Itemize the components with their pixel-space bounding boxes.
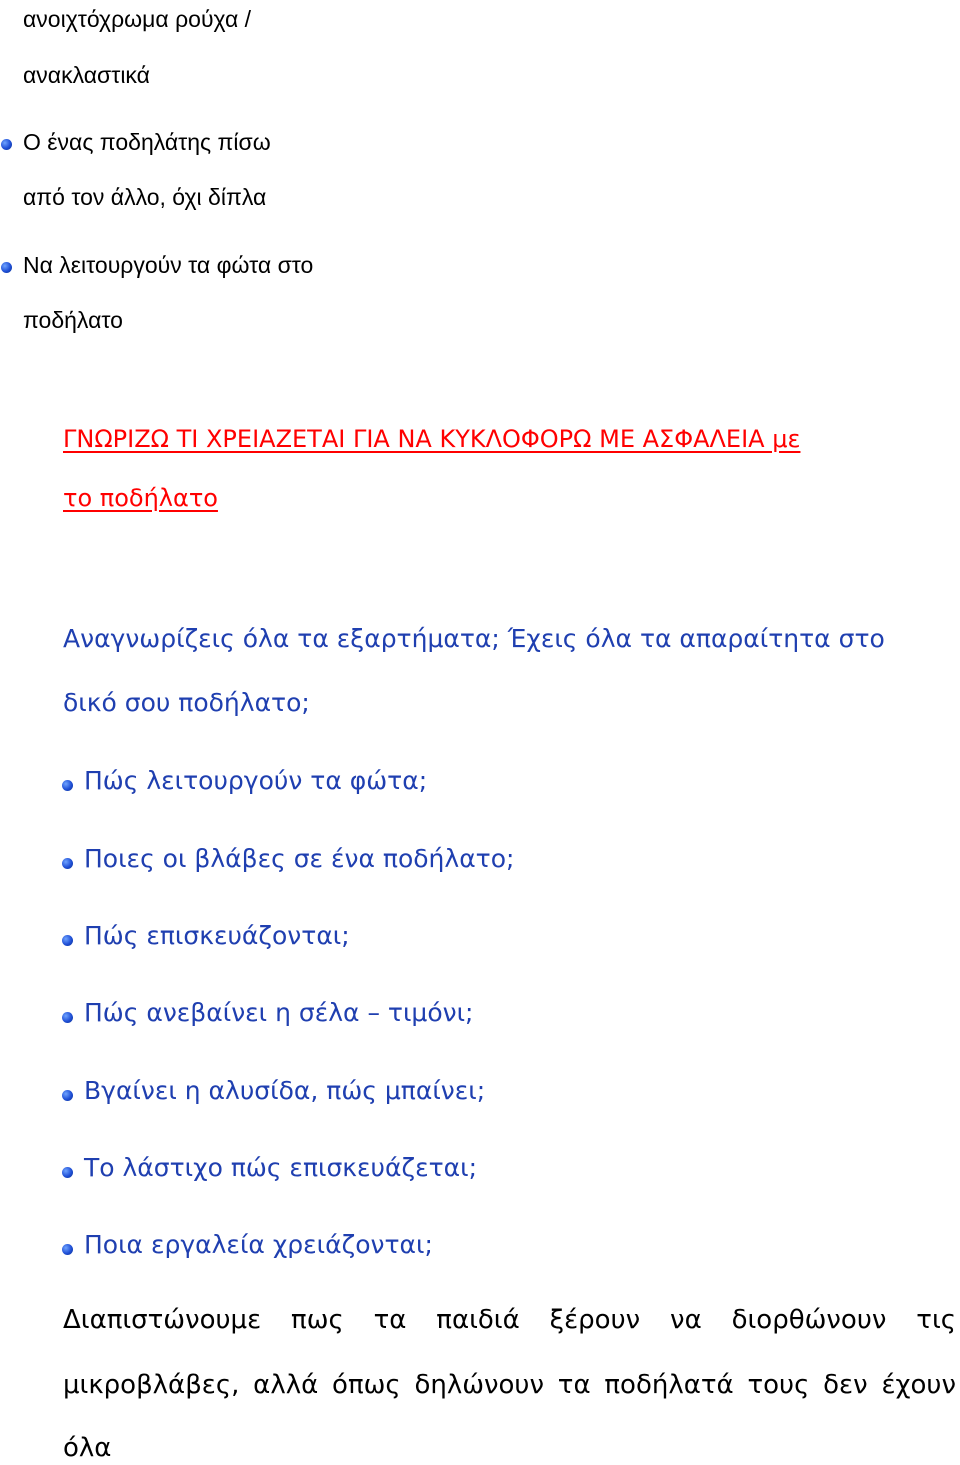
bullet-icon bbox=[62, 1167, 73, 1178]
bullet-icon bbox=[62, 1244, 73, 1255]
conclusion-line3: όλα bbox=[63, 1433, 112, 1463]
bullet-icon bbox=[62, 1012, 73, 1023]
top-item-3-line1: Να λειτουργούν τα φώτα στο bbox=[23, 252, 314, 278]
intro-line1: Αναγνωρίζεις όλα τα εξαρτήματα; Έχεις όλα τα απαραίτητα στο bbox=[63, 624, 885, 653]
top-item-1-line1: ανοιχτόχρωμα ρούχα / bbox=[23, 6, 252, 32]
bullet-icon bbox=[62, 780, 73, 791]
question-item: Βγαίνει η αλυσίδα, πώς μπαίνει; bbox=[84, 1076, 486, 1105]
intro-line2: δικό σου ποδήλατο; bbox=[63, 688, 310, 717]
top-item-2-line2: από τον άλλο, όχι δίπλα bbox=[23, 184, 267, 210]
question-item: Ποιες οι βλάβες σε ένα ποδήλατο; bbox=[84, 844, 515, 873]
bullet-icon bbox=[62, 935, 73, 946]
question-item: Πώς λειτουργούν τα φώτα; bbox=[84, 766, 428, 795]
conclusion-line2: μικροβλάβες, αλλά όπως δηλώνουν τα ποδήλατά τους δεν έχουν bbox=[63, 1370, 956, 1400]
top-item-2-line1: Ο ένας ποδηλάτης πίσω bbox=[23, 129, 271, 155]
top-item-3-line2: ποδήλατο bbox=[23, 307, 123, 333]
bullet-icon bbox=[62, 858, 73, 869]
question-item: Το λάστιχο πώς επισκευάζεται; bbox=[84, 1153, 478, 1182]
conclusion-line1: Διαπιστώνουμε πως τα παιδιά ξέρουν να διορθώνουν τις bbox=[63, 1305, 956, 1335]
section-title-line2: το ποδήλατο bbox=[63, 484, 218, 512]
question-item: Πώς ανεβαίνει η σέλα – τιμόνι; bbox=[84, 998, 474, 1027]
question-item: Ποια εργαλεία χρειάζονται; bbox=[84, 1230, 433, 1259]
bullet-icon bbox=[1, 139, 12, 150]
question-item: Πώς επισκευάζονται; bbox=[84, 921, 350, 950]
bullet-icon bbox=[62, 1090, 73, 1101]
bullet-icon bbox=[1, 262, 12, 273]
section-title-line1: ΓΝΩΡΙΖΩ ΤΙ ΧΡΕΙΑΖΕΤΑΙ ΓΙΑ ΝΑ ΚΥΚΛΟΦΟΡΩ ΜΕ ΑΣΦΑΛΕΙΑ με bbox=[63, 425, 801, 453]
top-item-1-line2: ανακλαστικά bbox=[23, 62, 150, 88]
